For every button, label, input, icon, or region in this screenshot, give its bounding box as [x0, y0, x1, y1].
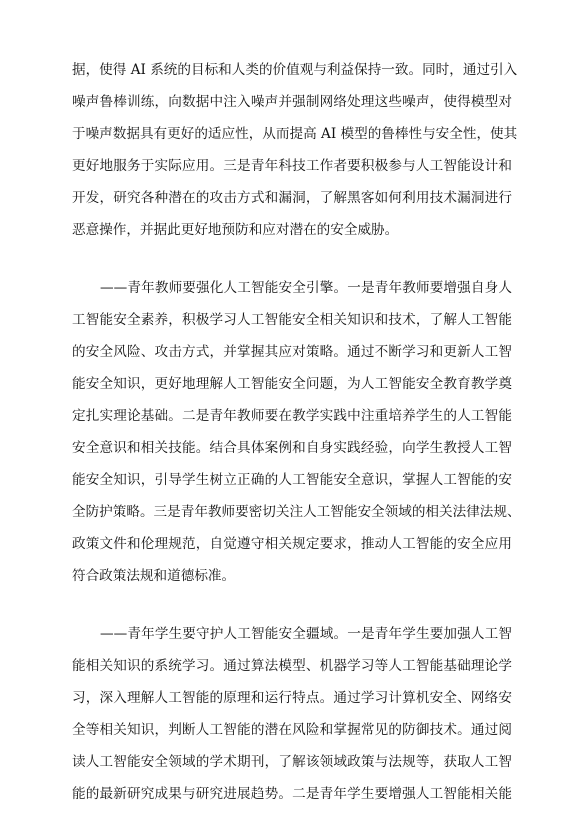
text-line: 据，使得 AI 系统的目标和人类的价值观与利益保持一致。同时，通过引入 [72, 62, 518, 78]
text-line: 习，深入理解人工智能的原理和运行特点。通过学习计算机安全、网络安 [72, 690, 512, 706]
text-line: 能安全知识，引导学生树立正确的人工智能安全意识，掌握人工智能的安 [72, 472, 512, 488]
text-line: 政策文件和伦理规范，自觉遵守相关规定要求，推动人工智能的安全应用 [72, 536, 512, 552]
text-line: 读人工智能安全领域的学术期刊，了解该领域政策与法规等，获取人工智 [72, 754, 512, 770]
text-line: 定扎实理论基础。二是青年教师要在教学实践中注重培养学生的人工智能 [72, 408, 512, 424]
text-line: 全防护策略。三是青年教师要密切关注人工智能安全领域的相关法律法规、 [72, 504, 521, 520]
text-line: ——青年教师要强化人工智能安全引擎。一是青年教师要增强自身人 [100, 280, 512, 296]
text-line: 工智能安全素养，积极学习人工智能安全相关知识和技术，了解人工智能 [72, 312, 512, 328]
text-line: 能安全知识，更好地理解人工智能安全问题，为人工智能安全教育教学奠 [72, 376, 512, 392]
text-line: 开发，研究各种潜在的攻击方式和漏洞，了解黑客如何利用技术漏洞进行 [72, 190, 512, 206]
text-line: 能相关知识的系统学习。通过算法模型、机器学习等人工智能基础理论学 [72, 658, 512, 674]
text-line: 符合政策法规和道德标准。 [72, 568, 236, 584]
text-line: 噪声鲁棒训练，向数据中注入噪声并强制网络处理这些噪声，使得模型对 [72, 94, 512, 110]
text-line: ——青年学生要守护人工智能安全疆域。一是青年学生要加强人工智 [100, 626, 512, 642]
text-line: 全等相关知识，判断人工智能的潜在风险和掌握常见的防御技术。通过阅 [72, 722, 512, 738]
text-line: 能的最新研究成果与研究进展趋势。二是青年学生要增强人工智能相关能 [72, 786, 512, 802]
text-line: 安全意识和相关技能。结合具体案例和自身实践经验，向学生教授人工智 [72, 440, 512, 456]
text-line: 的安全风险、攻击方式，并掌握其应对策略。通过不断学习和更新人工智 [72, 344, 512, 360]
text-line: 恶意操作，并据此更好地预防和应对潜在的安全威胁。 [72, 222, 399, 238]
text-line: 于噪声数据具有更好的适应性，从而提高 AI 模型的鲁棒性与安全性，使其 [72, 126, 518, 142]
text-line: 更好地服务于实际应用。三是青年科技工作者要积极参与人工智能设计和 [72, 158, 512, 174]
